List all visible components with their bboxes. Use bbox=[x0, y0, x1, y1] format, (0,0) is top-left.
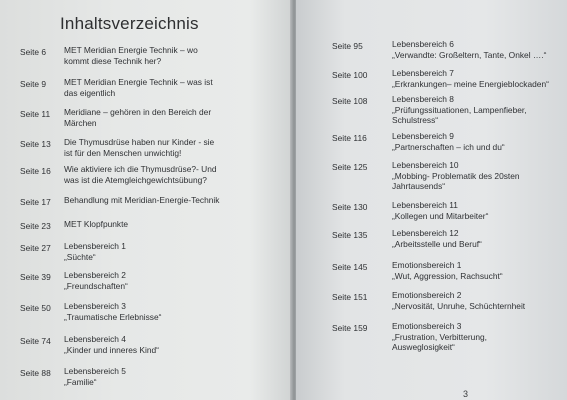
toc-title-line: Meridiane – gehören in den Bereich der bbox=[64, 107, 212, 117]
toc-page-ref: Seite 27 bbox=[20, 243, 51, 253]
toc-page-ref: Seite 17 bbox=[20, 197, 51, 207]
toc-title-line: Wie aktiviere ich die Thymusdrüse?- Und bbox=[64, 164, 217, 174]
right-page bbox=[296, 0, 567, 400]
toc-title-line: Ausweglosigkeit“ bbox=[392, 342, 455, 353]
toc-title-line: Lebensbereich 12 bbox=[392, 228, 459, 238]
toc-title bbox=[392, 94, 527, 126]
toc-title-line: ist für den Menschen unwichtig! bbox=[64, 147, 182, 158]
toc-page-ref: Seite 145 bbox=[332, 262, 368, 272]
toc-title-line: Die Thymusdrüse haben nur Kinder - sie bbox=[64, 137, 215, 147]
toc-title bbox=[392, 260, 503, 281]
toc-title bbox=[392, 321, 487, 353]
toc-title bbox=[392, 131, 505, 152]
toc-page-ref: Seite 9 bbox=[20, 79, 47, 89]
toc-title-line: „Kinder und inneres Kind“ bbox=[64, 344, 159, 355]
toc-title-line: „Familie“ bbox=[64, 376, 97, 387]
toc-title-line: Behandlung mit Meridian-Energie-Technik bbox=[64, 195, 220, 205]
toc-title-line: Lebensbereich 2 bbox=[64, 270, 126, 280]
toc-title-line: Lebensbereich 5 bbox=[64, 366, 126, 376]
toc-page-ref: Seite 50 bbox=[20, 303, 51, 313]
toc-title bbox=[392, 160, 520, 192]
toc-title bbox=[64, 137, 214, 158]
toc-title-line: Lebensbereich 10 bbox=[392, 160, 459, 170]
toc-title-line: Lebensbereich 7 bbox=[392, 68, 454, 78]
toc-title bbox=[64, 195, 219, 206]
toc-title-line: Lebensbereich 11 bbox=[392, 200, 458, 210]
toc-page-ref: Seite 135 bbox=[332, 230, 368, 240]
toc-title-line: Emotionsbereich 1 bbox=[392, 260, 462, 270]
toc-title bbox=[392, 228, 482, 249]
toc-title bbox=[392, 68, 549, 89]
toc-page-ref: Seite 130 bbox=[332, 202, 368, 212]
toc-title-line: Lebensbereich 4 bbox=[64, 334, 126, 344]
toc-title bbox=[392, 39, 546, 60]
toc-title bbox=[64, 270, 128, 291]
toc-page-ref: Seite 11 bbox=[20, 109, 51, 119]
toc-title-line: „Traumatische Erlebnisse“ bbox=[64, 311, 162, 322]
toc-title bbox=[64, 301, 161, 322]
toc-page-ref: Seite 108 bbox=[332, 96, 368, 106]
toc-page-ref: Seite 95 bbox=[332, 41, 363, 51]
toc-title-line: Lebensbereich 8 bbox=[392, 94, 454, 104]
toc-title-line: Emotionsbereich 3 bbox=[392, 321, 462, 331]
toc-title bbox=[64, 45, 198, 66]
toc-page-ref: Seite 23 bbox=[20, 221, 51, 231]
toc-title-line: kommt diese Technik her? bbox=[64, 55, 162, 66]
toc-title bbox=[64, 241, 126, 262]
toc-title-line: „Süchte“ bbox=[64, 251, 96, 262]
toc-title-line: MET Meridian Energie Technik – wo bbox=[64, 45, 198, 55]
toc-title bbox=[392, 200, 488, 221]
toc-title-line: „Erkrankungen– meine Energieblockaden“ bbox=[392, 78, 549, 89]
toc-title-line: Emotionsbereich 2 bbox=[392, 290, 462, 300]
toc-title-line: „Verwandte: Großeltern, Tante, Onkel ….“ bbox=[392, 49, 547, 60]
toc-title bbox=[64, 219, 128, 230]
toc-title bbox=[64, 77, 213, 98]
toc-title bbox=[64, 107, 211, 128]
toc-page-ref: Seite 16 bbox=[20, 166, 51, 176]
toc-title-line: „Partnerschaften – ich und du“ bbox=[392, 141, 505, 152]
toc-title-line: Lebensbereich 1 bbox=[64, 241, 126, 251]
toc-title-line: MET Meridian Energie Technik – was ist bbox=[64, 77, 213, 87]
toc-title-line: das eigentlich bbox=[64, 87, 116, 98]
toc-page-ref: Seite 74 bbox=[20, 336, 51, 346]
toc-title-line: „Prüfungssituationen, Lampenfieber, bbox=[392, 104, 527, 115]
toc-page-ref: Seite 6 bbox=[20, 47, 47, 57]
toc-title-line: „Kollegen und Mitarbeiter“ bbox=[392, 210, 489, 221]
toc-title-line: „Freundschaften“ bbox=[64, 280, 128, 291]
toc-page-ref: Seite 116 bbox=[332, 133, 367, 143]
toc-title bbox=[392, 290, 525, 311]
toc-title-line: Schulstress“ bbox=[392, 115, 439, 126]
toc-title-line: „Wut, Aggression, Rachsucht“ bbox=[392, 270, 503, 281]
toc-title-line: „Mobbing- Problematik des 20sten bbox=[392, 170, 520, 181]
toc-page-ref: Seite 159 bbox=[332, 323, 368, 333]
toc-page-ref: Seite 39 bbox=[20, 272, 51, 282]
toc-title-line: Lebensbereich 9 bbox=[392, 131, 454, 141]
toc-title-line: „Nervosität, Unruhe, Schüchternheit bbox=[392, 300, 526, 311]
toc-title bbox=[64, 366, 126, 387]
toc-title bbox=[64, 334, 159, 355]
toc-page-ref: Seite 88 bbox=[20, 368, 51, 378]
toc-title-line: was ist die Atemgleichgewichtsübung? bbox=[64, 174, 207, 185]
toc-page-ref: Seite 125 bbox=[332, 162, 368, 172]
toc-title-line: Märchen bbox=[64, 117, 97, 128]
page-number: 3 bbox=[463, 389, 469, 399]
toc-title-line: „Arbeitsstelle und Beruf“ bbox=[392, 238, 482, 249]
toc-title-line: Lebensbereich 6 bbox=[392, 39, 454, 49]
toc-page-ref: Seite 151 bbox=[332, 292, 368, 302]
toc-page-ref: Seite 100 bbox=[332, 70, 368, 80]
page-title: Inhaltsverzeichnis bbox=[60, 14, 199, 33]
toc-title-line: „Frustration, Verbitterung, bbox=[392, 331, 487, 342]
toc-title-line: Jahrtausends“ bbox=[392, 181, 446, 192]
toc-title-line: MET Klopfpunkte bbox=[64, 219, 129, 229]
toc-title bbox=[64, 164, 217, 185]
toc-title-line: Lebensbereich 3 bbox=[64, 301, 126, 311]
toc-page-ref: Seite 13 bbox=[20, 139, 51, 149]
